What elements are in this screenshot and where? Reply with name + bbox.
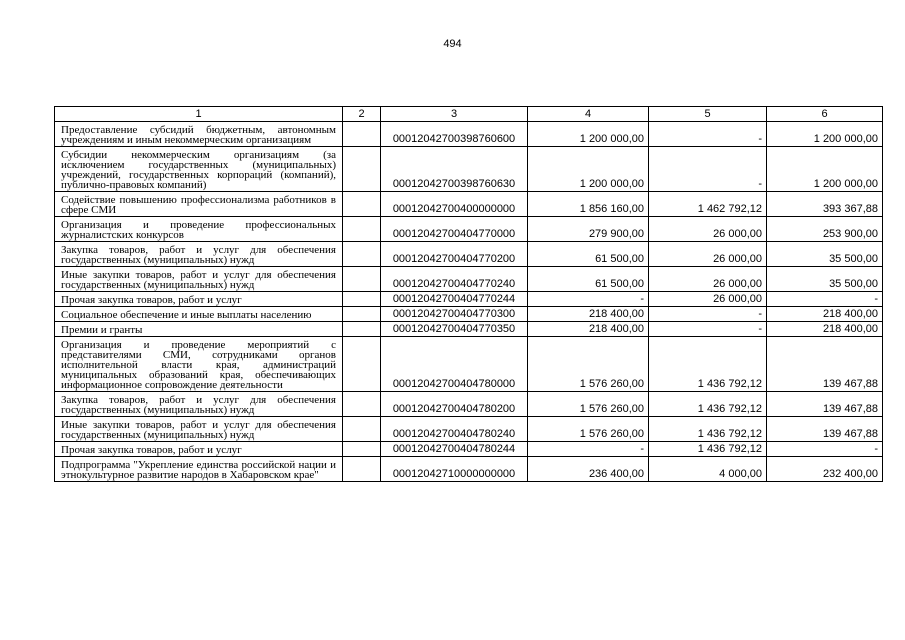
row-col2-cell — [343, 147, 381, 192]
row-col5-cell: 1 462 792,12 — [649, 192, 767, 217]
row-code-cell: 00012042700398760630 — [381, 147, 528, 192]
row-code-cell: 00012042700398760600 — [381, 122, 528, 147]
row-col4-cell: 1 856 160,00 — [528, 192, 649, 217]
row-col2-cell — [343, 442, 381, 457]
row-code-cell: 00012042700404770000 — [381, 217, 528, 242]
row-col4-cell: 1 576 260,00 — [528, 337, 649, 392]
row-col4-cell: 218 400,00 — [528, 322, 649, 337]
row-name-cell: Подпрограмма "Укрепление единства российской нации и этнокультурное развитие народов в Хабаровском крае" — [55, 457, 343, 482]
row-col5-cell: 1 436 792,12 — [649, 392, 767, 417]
row-col2-cell — [343, 122, 381, 147]
row-name-cell: Прочая закупка товаров, работ и услуг — [55, 292, 343, 307]
table-row — [55, 322, 883, 337]
column-header-2: 2 — [343, 107, 381, 122]
row-col4-cell: 1 200 000,00 — [528, 122, 649, 147]
row-col6-cell: 232 400,00 — [767, 457, 883, 482]
column-header-3: 3 — [381, 107, 528, 122]
row-code-cell: 00012042700404780244 — [381, 442, 528, 457]
row-name-cell: Иные закупки товаров, работ и услуг для обеспечения государственных (муниципальных) нужд — [55, 267, 343, 292]
table-row — [55, 122, 883, 147]
row-col4-cell: 279 900,00 — [528, 217, 649, 242]
row-col2-cell — [343, 292, 381, 307]
row-col6-cell: 253 900,00 — [767, 217, 883, 242]
row-code-cell: 00012042700404780000 — [381, 337, 528, 392]
row-col4-cell: - — [528, 292, 649, 307]
row-col5-cell: 1 436 792,12 — [649, 417, 767, 442]
row-col5-cell: - — [649, 307, 767, 322]
table-row — [55, 417, 883, 442]
row-col6-cell: 1 200 000,00 — [767, 122, 883, 147]
row-col4-cell: 218 400,00 — [528, 307, 649, 322]
row-col6-cell: - — [767, 442, 883, 457]
table-row — [55, 442, 883, 457]
table-row — [55, 392, 883, 417]
row-code-cell: 00012042700404770244 — [381, 292, 528, 307]
row-col6-cell: 35 500,00 — [767, 242, 883, 267]
row-col6-cell: 139 467,88 — [767, 417, 883, 442]
table-row — [55, 242, 883, 267]
row-col2-cell — [343, 337, 381, 392]
row-col2-cell — [343, 457, 381, 482]
row-name-cell: Социальное обеспечение и иные выплаты населению — [55, 307, 343, 322]
row-code-cell: 00012042700404770240 — [381, 267, 528, 292]
row-col5-cell: 26 000,00 — [649, 292, 767, 307]
row-code-cell: 00012042700404780240 — [381, 417, 528, 442]
row-code-cell: 00012042700404780200 — [381, 392, 528, 417]
row-code-cell: 00012042700400000000 — [381, 192, 528, 217]
row-col5-cell: 4 000,00 — [649, 457, 767, 482]
row-col6-cell: 139 467,88 — [767, 392, 883, 417]
row-code-cell: 00012042700404770300 — [381, 307, 528, 322]
row-col2-cell — [343, 217, 381, 242]
table-row — [55, 267, 883, 292]
table-row — [55, 337, 883, 392]
row-col6-cell: 218 400,00 — [767, 307, 883, 322]
page-number: 494 — [443, 38, 462, 50]
row-col4-cell: 1 576 260,00 — [528, 417, 649, 442]
table-row — [55, 292, 883, 307]
row-col4-cell: 1 576 260,00 — [528, 392, 649, 417]
row-col5-cell: - — [649, 147, 767, 192]
row-col2-cell — [343, 322, 381, 337]
row-col6-cell: 139 467,88 — [767, 337, 883, 392]
row-code-cell: 00012042700404770200 — [381, 242, 528, 267]
row-col5-cell: 1 436 792,12 — [649, 337, 767, 392]
row-name-cell: Прочая закупка товаров, работ и услуг — [55, 442, 343, 457]
column-header-6: 6 — [767, 107, 883, 122]
row-col5-cell: 26 000,00 — [649, 242, 767, 267]
row-code-cell: 00012042700404770350 — [381, 322, 528, 337]
table-body — [55, 122, 883, 482]
column-header-1: 1 — [55, 107, 343, 122]
row-code-cell: 00012042710000000000 — [381, 457, 528, 482]
row-col4-cell: 1 200 000,00 — [528, 147, 649, 192]
row-col6-cell: 393 367,88 — [767, 192, 883, 217]
row-name-cell: Премии и гранты — [55, 322, 343, 337]
table-header-row — [55, 107, 883, 122]
row-name-cell: Содействие повышению профессионализма работников в сфере СМИ — [55, 192, 343, 217]
row-col2-cell — [343, 417, 381, 442]
column-header-5: 5 — [649, 107, 767, 122]
row-col4-cell: 236 400,00 — [528, 457, 649, 482]
row-name-cell: Предоставление субсидий бюджетным, автономным учреждениям и иным некоммерческим организациям — [55, 122, 343, 147]
row-col6-cell: - — [767, 292, 883, 307]
table-row — [55, 217, 883, 242]
table-row — [55, 457, 883, 482]
table-row — [55, 147, 883, 192]
row-col4-cell: 61 500,00 — [528, 242, 649, 267]
row-name-cell: Закупка товаров, работ и услуг для обеспечения государственных (муниципальных) нужд — [55, 242, 343, 267]
row-name-cell: Организация и проведение мероприятий с представителями СМИ, сотрудниками органов исполнительной власти края, администраций муниципальных образований края, обеспечивающих информационное сопровождение деятельности — [55, 337, 343, 392]
row-name-cell: Закупка товаров, работ и услуг для обеспечения государственных (муниципальных) нужд — [55, 392, 343, 417]
row-col2-cell — [343, 392, 381, 417]
row-col2-cell — [343, 267, 381, 292]
row-col5-cell: 26 000,00 — [649, 217, 767, 242]
row-name-cell: Организация и проведение профессиональных журналистских конкурсов — [55, 217, 343, 242]
row-col5-cell: 26 000,00 — [649, 267, 767, 292]
row-col6-cell: 1 200 000,00 — [767, 147, 883, 192]
row-col2-cell — [343, 307, 381, 322]
row-col2-cell — [343, 242, 381, 267]
row-col4-cell: - — [528, 442, 649, 457]
row-col4-cell: 61 500,00 — [528, 267, 649, 292]
table-row — [55, 307, 883, 322]
row-col6-cell: 218 400,00 — [767, 322, 883, 337]
row-col5-cell: 1 436 792,12 — [649, 442, 767, 457]
row-name-cell: Иные закупки товаров, работ и услуг для обеспечения государственных (муниципальных) нужд — [55, 417, 343, 442]
row-col5-cell: - — [649, 322, 767, 337]
budget-table — [54, 106, 883, 482]
table-row — [55, 192, 883, 217]
row-col5-cell: - — [649, 122, 767, 147]
row-col6-cell: 35 500,00 — [767, 267, 883, 292]
column-header-4: 4 — [528, 107, 649, 122]
row-col2-cell — [343, 192, 381, 217]
row-name-cell: Субсидии некоммерческим организациям (за исключением государственных (муниципальных) учреждений, государственных корпораций (компаний), публично-правовых компаний) — [55, 147, 343, 192]
